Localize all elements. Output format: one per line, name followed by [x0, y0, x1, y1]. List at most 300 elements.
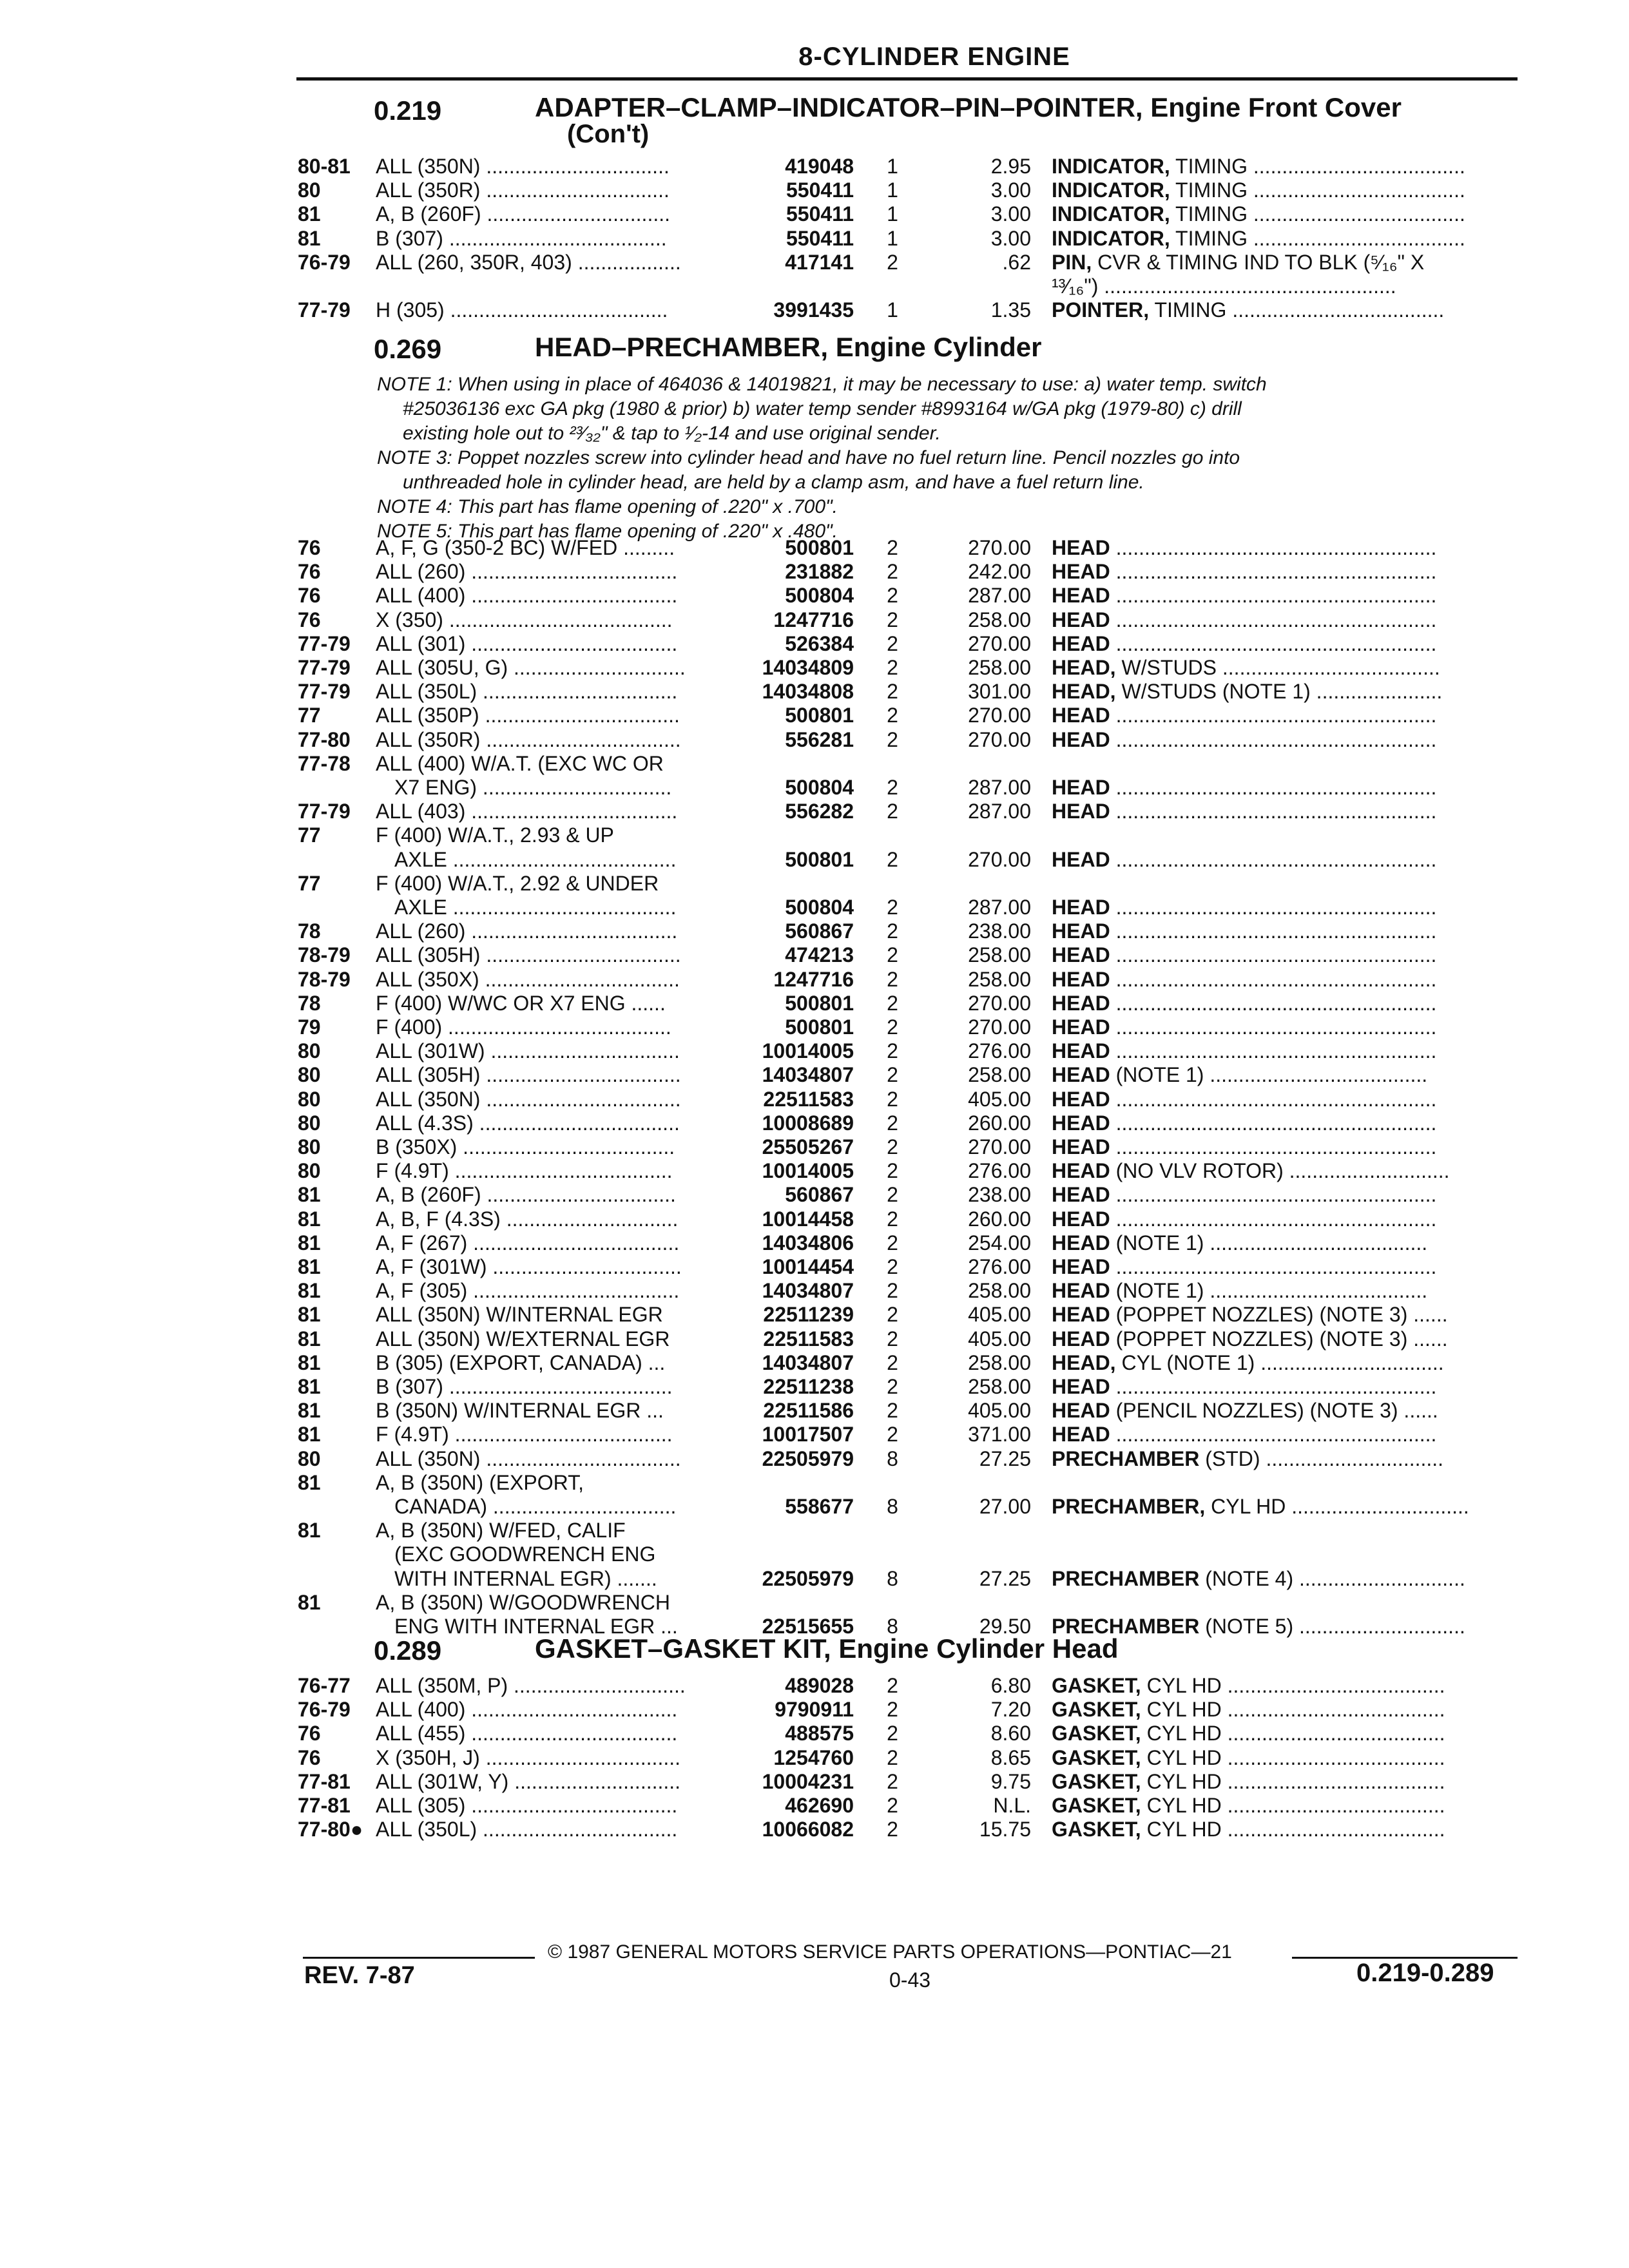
part-name-keyword: PIN, — [1052, 250, 1092, 274]
part-name-detail: ........................................................ — [1110, 704, 1437, 727]
note-line: NOTE 4: This part has flame opening of .220" x .700". — [377, 496, 838, 517]
description-cell: A, B (260F) ................................ — [376, 202, 670, 226]
section-number: 0.219 — [374, 95, 442, 126]
part-name-detail: ........................................................ — [1110, 1039, 1437, 1063]
year-cell: 81 — [298, 202, 321, 226]
quantity-cell: 2 — [887, 1375, 898, 1398]
year-cell: 81 — [298, 1423, 321, 1446]
table-row — [0, 1591, 1629, 1615]
part-name-keyword: PRECHAMBER — [1052, 1566, 1200, 1590]
part-number-cell: 556282 — [785, 800, 854, 823]
part-name-cell — [1052, 1375, 1512, 1399]
table-row — [0, 1399, 1629, 1423]
description-cell: ALL (350N) ................................ — [376, 155, 670, 178]
table-row — [0, 728, 1629, 752]
footer-revision: REV. 7-87 — [304, 1962, 415, 1989]
part-name-detail: CYL HD ...................................... — [1141, 1722, 1445, 1745]
year-cell: 77 — [298, 871, 321, 895]
part-name-detail: CVR & TIMING IND TO BLK (⁵⁄₁₆" X — [1092, 250, 1425, 274]
year-cell: 77-80 — [298, 727, 351, 751]
year-cell: 76-79 — [298, 1698, 351, 1722]
year-cell: 81 — [298, 1231, 321, 1254]
note-line: NOTE 1: When using in place of 464036 & 14019821, it may be necessary to use: a) water temp. switch — [377, 374, 1267, 395]
price-cell: 242.00 — [968, 560, 1031, 584]
part-name-detail: ........................................................ — [1110, 943, 1437, 967]
quantity-cell: 2 — [887, 1350, 898, 1374]
year-cell: 80-81 — [298, 155, 351, 178]
quantity-cell: 8 — [887, 1495, 898, 1518]
description-cell: ALL (350M, P) .............................. — [376, 1674, 686, 1697]
table-row — [0, 155, 1629, 178]
part-name-detail: (NOTE 1) ...................................... — [1110, 1279, 1428, 1303]
part-name-detail: ........................................................ — [1110, 1111, 1437, 1135]
part-name-cell — [1052, 1159, 1512, 1183]
part-name-cell — [1052, 1255, 1512, 1279]
part-name-detail: ........................................................ — [1110, 631, 1437, 655]
part-name-keyword: HEAD — [1052, 1303, 1110, 1327]
part-name-detail: ........................................................ — [1110, 1135, 1437, 1158]
year-cell: 77-79 — [298, 800, 351, 823]
year-cell: 81 — [298, 1399, 321, 1423]
part-name-cell — [1052, 202, 1512, 226]
part-name-detail: ........................................................ — [1110, 800, 1437, 823]
part-number-cell: 22505979 — [762, 1566, 854, 1590]
part-number-cell: 22511586 — [763, 1399, 854, 1423]
quantity-cell: 2 — [887, 1207, 898, 1231]
table-row — [0, 1746, 1629, 1770]
part-name-detail: TIMING ..................................... — [1149, 298, 1445, 322]
year-cell: 78 — [298, 991, 321, 1015]
year-cell: 77 — [298, 704, 321, 727]
quantity-cell: 1 — [887, 155, 898, 178]
section-title: GASKET–GASKET KIT, Engine Cylinder Head — [535, 1633, 1119, 1664]
table-row — [0, 1447, 1629, 1471]
table-row — [0, 1183, 1629, 1207]
table-row — [0, 1794, 1629, 1818]
price-cell: 27.25 — [979, 1566, 1031, 1590]
table-row — [0, 1542, 1629, 1566]
part-name-keyword: HEAD — [1052, 584, 1110, 608]
part-number-cell: 22511583 — [763, 1087, 854, 1111]
section-number: 0.289 — [374, 1635, 442, 1666]
part-name-keyword: HEAD — [1052, 1087, 1110, 1111]
part-name-detail: ........................................................ — [1110, 1183, 1437, 1207]
part-name-detail: (NOTE 1) ...................................... — [1110, 1231, 1428, 1254]
part-name-keyword: HEAD — [1052, 1399, 1110, 1423]
part-name-keyword: GASKET, — [1052, 1769, 1141, 1793]
note-line: NOTE 3: Poppet nozzles screw into cylinder head and have no fuel return line. Pencil nozzles go into — [377, 447, 1240, 468]
price-cell: 405.00 — [968, 1087, 1031, 1111]
part-name-detail: ........................................................ — [1110, 536, 1437, 559]
quantity-cell: 2 — [887, 656, 898, 679]
quantity-cell: 1 — [887, 202, 898, 226]
description-cell: ALL (350R) .................................. — [376, 727, 681, 751]
description-cell: (EXC GOODWRENCH ENG — [394, 1542, 656, 1566]
table-row — [0, 1722, 1629, 1745]
year-cell: 77-81 — [298, 1794, 351, 1817]
quantity-cell: 2 — [887, 727, 898, 751]
quantity-cell: 2 — [887, 1231, 898, 1254]
description-cell: ALL (455) .................................... — [376, 1722, 678, 1745]
year-cell: 76 — [298, 1722, 321, 1745]
part-name-cell — [1052, 1495, 1512, 1519]
description-cell: ALL (350N) .................................. — [376, 1446, 681, 1470]
part-name-keyword: PRECHAMBER — [1052, 1615, 1200, 1638]
description-cell: A, B (350N) W/GOODWRENCH — [376, 1590, 670, 1614]
year-cell: 77-79 — [298, 631, 351, 655]
part-name-detail: ........................................................ — [1110, 1423, 1437, 1446]
part-name-cell — [1052, 227, 1512, 251]
part-name-cell — [1052, 1399, 1512, 1423]
price-cell: 276.00 — [968, 1039, 1031, 1063]
table-row — [0, 968, 1629, 992]
description-cell: X (350H, J) .................................. — [376, 1745, 680, 1769]
description-cell: A, B (260F) ................................. — [376, 1183, 676, 1207]
part-name-detail: (PENCIL NOZZLES) (NOTE 3) ...... — [1110, 1399, 1438, 1423]
price-cell: 258.00 — [968, 1375, 1031, 1398]
part-number-cell: 22511239 — [763, 1303, 854, 1327]
part-name-keyword: HEAD — [1052, 1183, 1110, 1207]
table-row — [0, 1519, 1629, 1542]
price-cell: 238.00 — [968, 1183, 1031, 1207]
price-cell: 287.00 — [968, 584, 1031, 608]
price-cell: 9.75 — [990, 1769, 1031, 1793]
price-cell: 3.00 — [990, 178, 1031, 202]
price-cell: 270.00 — [968, 991, 1031, 1015]
part-number-cell: 488575 — [785, 1722, 854, 1745]
quantity-cell: 2 — [887, 1279, 898, 1303]
price-cell: 258.00 — [968, 656, 1031, 679]
table-row — [0, 560, 1629, 584]
price-cell: 3.00 — [990, 226, 1031, 250]
quantity-cell: 2 — [887, 1818, 898, 1841]
description-cell: ALL (350N) W/EXTERNAL EGR — [376, 1327, 670, 1350]
part-number-cell: 500801 — [785, 1015, 854, 1039]
description-cell: ALL (400) W/A.T. (EXC WC OR — [376, 751, 664, 775]
table-row — [0, 1088, 1629, 1111]
part-number-cell: 10017507 — [762, 1423, 854, 1446]
part-name-detail: (STD) ............................... — [1199, 1446, 1444, 1470]
part-name-detail: TIMING ..................................... — [1170, 202, 1465, 226]
part-name-detail: CYL HD ............................... — [1205, 1495, 1469, 1518]
part-number-cell: 10014005 — [762, 1159, 854, 1183]
part-name-cell — [1052, 1207, 1512, 1231]
part-name-cell — [1052, 896, 1512, 919]
table-row — [0, 1698, 1629, 1722]
quantity-cell: 2 — [887, 1039, 898, 1063]
part-name-detail: ........................................................ — [1110, 1087, 1437, 1111]
description-cell: ALL (305H) .................................. — [376, 1063, 681, 1087]
year-cell: 77-79 — [298, 680, 351, 704]
note-line: NOTE 5: This part has flame opening of .220" x .480". — [377, 521, 838, 542]
quantity-cell: 2 — [887, 1745, 898, 1769]
part-name-detail: ........................................................ — [1110, 1207, 1437, 1231]
quantity-cell: 1 — [887, 178, 898, 202]
year-cell: 76 — [298, 1745, 321, 1769]
part-name-cell — [1052, 1674, 1512, 1698]
description-cell: X (350) ....................................... — [376, 608, 673, 631]
part-name-cell — [1052, 992, 1512, 1015]
part-number-cell: 500804 — [785, 776, 854, 799]
description-cell: F (4.9T) ...................................... — [376, 1159, 673, 1183]
table-row — [0, 1159, 1629, 1183]
table-row — [0, 298, 1629, 322]
part-name-detail: ........................................................ — [1110, 967, 1437, 991]
part-name-keyword: HEAD — [1052, 631, 1110, 655]
part-name-keyword: HEAD — [1052, 1423, 1110, 1446]
part-number-cell: 550411 — [786, 202, 854, 226]
part-name-keyword: HEAD, — [1052, 656, 1116, 679]
table-row — [0, 1255, 1629, 1279]
quantity-cell: 2 — [887, 1087, 898, 1111]
price-cell: 8.65 — [990, 1745, 1031, 1769]
quantity-cell: 2 — [887, 919, 898, 943]
quantity-cell: 2 — [887, 250, 898, 274]
description-cell: B (307) ...................................... — [376, 226, 667, 250]
price-cell: .62 — [1002, 250, 1031, 274]
description-cell: ALL (403) .................................... — [376, 800, 678, 823]
part-number-cell: 500804 — [785, 896, 854, 919]
table-row — [0, 752, 1629, 776]
price-cell: 238.00 — [968, 919, 1031, 943]
part-name-keyword: INDICATOR, — [1052, 226, 1170, 250]
description-cell: F (4.9T) ...................................... — [376, 1423, 673, 1446]
part-name-cell — [1052, 1039, 1512, 1063]
price-cell: 270.00 — [968, 1135, 1031, 1158]
description-cell: ALL (400) .................................... — [376, 584, 678, 608]
quantity-cell: 2 — [887, 847, 898, 871]
price-cell: 7.20 — [990, 1698, 1031, 1722]
table-row — [0, 656, 1629, 680]
part-name-keyword: GASKET, — [1052, 1674, 1141, 1697]
year-cell: 80 — [298, 1446, 321, 1470]
part-name-cell — [1052, 968, 1512, 992]
part-name-detail: ........................................................ — [1110, 919, 1437, 943]
part-number-cell: 558677 — [785, 1495, 854, 1518]
quantity-cell: 2 — [887, 1015, 898, 1039]
description-cell: F (400) W/WC OR X7 ENG ...... — [376, 991, 666, 1015]
price-cell: 27.00 — [979, 1495, 1031, 1518]
part-name-detail: ........................................................ — [1110, 896, 1437, 919]
price-cell: 270.00 — [968, 847, 1031, 871]
part-name-cell — [1052, 584, 1512, 608]
description-cell: WITH INTERNAL EGR) ....... — [394, 1566, 657, 1590]
part-name-cell — [1052, 1111, 1512, 1135]
year-cell: 80 — [298, 1159, 321, 1183]
part-number-cell: 1247716 — [773, 967, 854, 991]
quantity-cell: 2 — [887, 776, 898, 799]
price-cell: 2.95 — [990, 155, 1031, 178]
header-rule — [296, 77, 1518, 81]
quantity-cell: 8 — [887, 1566, 898, 1590]
part-name-detail: CYL HD ...................................... — [1141, 1698, 1445, 1722]
part-number-cell: 14034809 — [762, 656, 854, 679]
part-name-cell — [1052, 1303, 1512, 1327]
part-number-cell: 10014005 — [762, 1039, 854, 1063]
year-cell: 80 — [298, 1087, 321, 1111]
description-cell: AXLE ....................................... — [394, 847, 677, 871]
price-cell: 258.00 — [968, 1279, 1031, 1303]
table-row — [0, 823, 1629, 847]
quantity-cell: 8 — [887, 1615, 898, 1638]
description-cell: CANADA) ................................ — [394, 1495, 677, 1518]
part-name-keyword: HEAD — [1052, 1063, 1110, 1087]
price-cell: 270.00 — [968, 727, 1031, 751]
part-name-keyword: PRECHAMBER, — [1052, 1495, 1206, 1518]
price-cell: 260.00 — [968, 1111, 1031, 1135]
part-name-keyword: HEAD — [1052, 991, 1110, 1015]
table-row — [0, 1135, 1629, 1159]
part-name-keyword: HEAD — [1052, 727, 1110, 751]
part-number-cell: 22515655 — [762, 1615, 854, 1638]
part-name-keyword: HEAD — [1052, 560, 1110, 584]
part-name-detail: ........................................................ — [1110, 1255, 1437, 1278]
quantity-cell: 2 — [887, 1111, 898, 1135]
description-cell: ALL (4.3S) ................................... — [376, 1111, 680, 1135]
year-cell: 76 — [298, 536, 321, 559]
part-number-cell: 489028 — [785, 1674, 854, 1697]
price-cell: 405.00 — [968, 1303, 1031, 1327]
price-cell: 258.00 — [968, 967, 1031, 991]
price-cell: 254.00 — [968, 1231, 1031, 1254]
part-name-keyword: INDICATOR, — [1052, 202, 1170, 226]
part-name-cell — [1052, 178, 1512, 202]
part-number-cell: 25505267 — [762, 1135, 854, 1158]
part-name-keyword: HEAD — [1052, 1255, 1110, 1278]
year-cell: 80 — [298, 1039, 321, 1063]
part-number-cell: 526384 — [785, 631, 854, 655]
price-cell: 258.00 — [968, 943, 1031, 967]
price-cell: 276.00 — [968, 1159, 1031, 1183]
price-cell: 8.60 — [990, 1722, 1031, 1745]
quantity-cell: 2 — [887, 967, 898, 991]
part-name-detail: ........................................................ — [1110, 847, 1437, 871]
part-number-cell: 474213 — [785, 943, 854, 967]
year-cell: 76 — [298, 608, 321, 631]
table-row — [0, 584, 1629, 608]
year-cell: 81 — [298, 1279, 321, 1303]
part-number-cell: 10004231 — [762, 1769, 854, 1793]
table-row — [0, 1818, 1629, 1841]
year-cell: 81 — [298, 1350, 321, 1374]
price-cell: 276.00 — [968, 1255, 1031, 1278]
description-cell: ALL (260) .................................... — [376, 560, 678, 584]
part-number-cell: 231882 — [785, 560, 854, 584]
part-name-keyword: HEAD — [1052, 1327, 1110, 1350]
quantity-cell: 2 — [887, 1423, 898, 1446]
part-name-detail: TIMING ..................................... — [1170, 226, 1465, 250]
part-name-cell — [1052, 728, 1512, 752]
part-name-keyword: HEAD — [1052, 1231, 1110, 1254]
year-cell: 80 — [298, 1135, 321, 1158]
quantity-cell: 2 — [887, 1159, 898, 1183]
price-cell: 301.00 — [968, 680, 1031, 704]
part-name-keyword: HEAD — [1052, 943, 1110, 967]
part-name-detail: ........................................................ — [1110, 1375, 1437, 1398]
part-name-detail: (NOTE 4) ............................. — [1199, 1566, 1465, 1590]
description-cell: ALL (305) .................................... — [376, 1794, 678, 1817]
footer-page-number: 0-43 — [889, 1968, 931, 1992]
section-title: ADAPTER–CLAMP–INDICATOR–PIN–POINTER, Engine Front Cover — [535, 92, 1402, 122]
page-header-title: 8-CYLINDER ENGINE — [798, 43, 1070, 71]
part-name-detail: (NOTE 5) ............................. — [1199, 1615, 1465, 1638]
year-cell: 78-79 — [298, 943, 351, 967]
description-cell: ALL (350N) W/INTERNAL EGR — [376, 1303, 663, 1327]
price-cell: 270.00 — [968, 536, 1031, 559]
footer-copyright: © 1987 GENERAL MOTORS SERVICE PARTS OPERATIONS—PONTIAC—21 — [548, 1941, 1232, 1963]
part-name-cell — [1052, 1063, 1512, 1087]
table-row — [0, 1471, 1629, 1495]
part-name-keyword: HEAD — [1052, 1159, 1110, 1183]
part-name-keyword: HEAD — [1052, 967, 1110, 991]
footer-rule-left — [303, 1957, 535, 1959]
part-name-cell — [1052, 1088, 1512, 1111]
part-name-detail: W/STUDS (NOTE 1) ...................... — [1115, 680, 1443, 704]
quantity-cell: 2 — [887, 608, 898, 631]
table-row — [0, 251, 1629, 274]
description-cell: ALL (301W) ................................. — [376, 1039, 680, 1063]
part-number-cell: 14034808 — [762, 680, 854, 704]
part-name-detail: ........................................................ — [1110, 584, 1437, 608]
part-name-keyword: PRECHAMBER — [1052, 1446, 1200, 1470]
table-row — [0, 1674, 1629, 1698]
table-row — [0, 1039, 1629, 1063]
description-cell: AXLE ....................................... — [394, 896, 677, 919]
part-name-keyword: HEAD — [1052, 776, 1110, 799]
part-name-cell — [1052, 1447, 1512, 1471]
quantity-cell: 8 — [887, 1446, 898, 1470]
table-row — [0, 872, 1629, 896]
part-number-cell: 417141 — [785, 250, 854, 274]
part-number-cell: 10014454 — [762, 1255, 854, 1278]
year-cell: 77-80● — [298, 1818, 363, 1841]
description-cell: ALL (350X) .................................. — [376, 967, 680, 991]
table-row — [0, 178, 1629, 202]
note-line: unthreaded hole in cylinder head, are held by a clamp asm, and have a fuel return line. — [403, 472, 1144, 493]
year-cell: 78 — [298, 919, 321, 943]
description-cell: ALL (350L) .................................. — [376, 1818, 678, 1841]
part-number-cell: 556281 — [785, 727, 854, 751]
part-name-detail: CYL HD ...................................... — [1141, 1674, 1445, 1697]
year-cell: 80 — [298, 1111, 321, 1135]
part-number-cell: 500801 — [785, 847, 854, 871]
price-cell: 1.35 — [990, 298, 1031, 322]
part-name-cell — [1052, 1615, 1512, 1639]
part-name-keyword: HEAD — [1052, 1279, 1110, 1303]
description-cell: ALL (350L) .................................. — [376, 680, 678, 704]
price-cell: 29.50 — [979, 1615, 1031, 1638]
part-number-cell: 14034807 — [762, 1350, 854, 1374]
part-name-detail: (NOTE 1) ...................................... — [1110, 1063, 1428, 1087]
year-cell: 76 — [298, 560, 321, 584]
quantity-cell: 2 — [887, 1327, 898, 1350]
quantity-cell: 1 — [887, 298, 898, 322]
part-number-cell: 500804 — [785, 584, 854, 608]
part-name-keyword: GASKET, — [1052, 1722, 1141, 1745]
part-number-cell: 550411 — [786, 226, 854, 250]
price-cell: 270.00 — [968, 631, 1031, 655]
part-name-cell — [1052, 1423, 1512, 1446]
year-cell: 76-79 — [298, 250, 351, 274]
description-cell: A, B (350N) W/FED, CALIF — [376, 1519, 626, 1542]
part-name-cell — [1052, 1698, 1512, 1722]
table-row — [0, 608, 1629, 632]
part-name-cell — [1052, 919, 1512, 943]
part-name-keyword: HEAD — [1052, 1039, 1110, 1063]
part-name-cell — [1052, 704, 1512, 727]
part-number-cell: 14034807 — [762, 1063, 854, 1087]
part-name-keyword: HEAD — [1052, 1207, 1110, 1231]
